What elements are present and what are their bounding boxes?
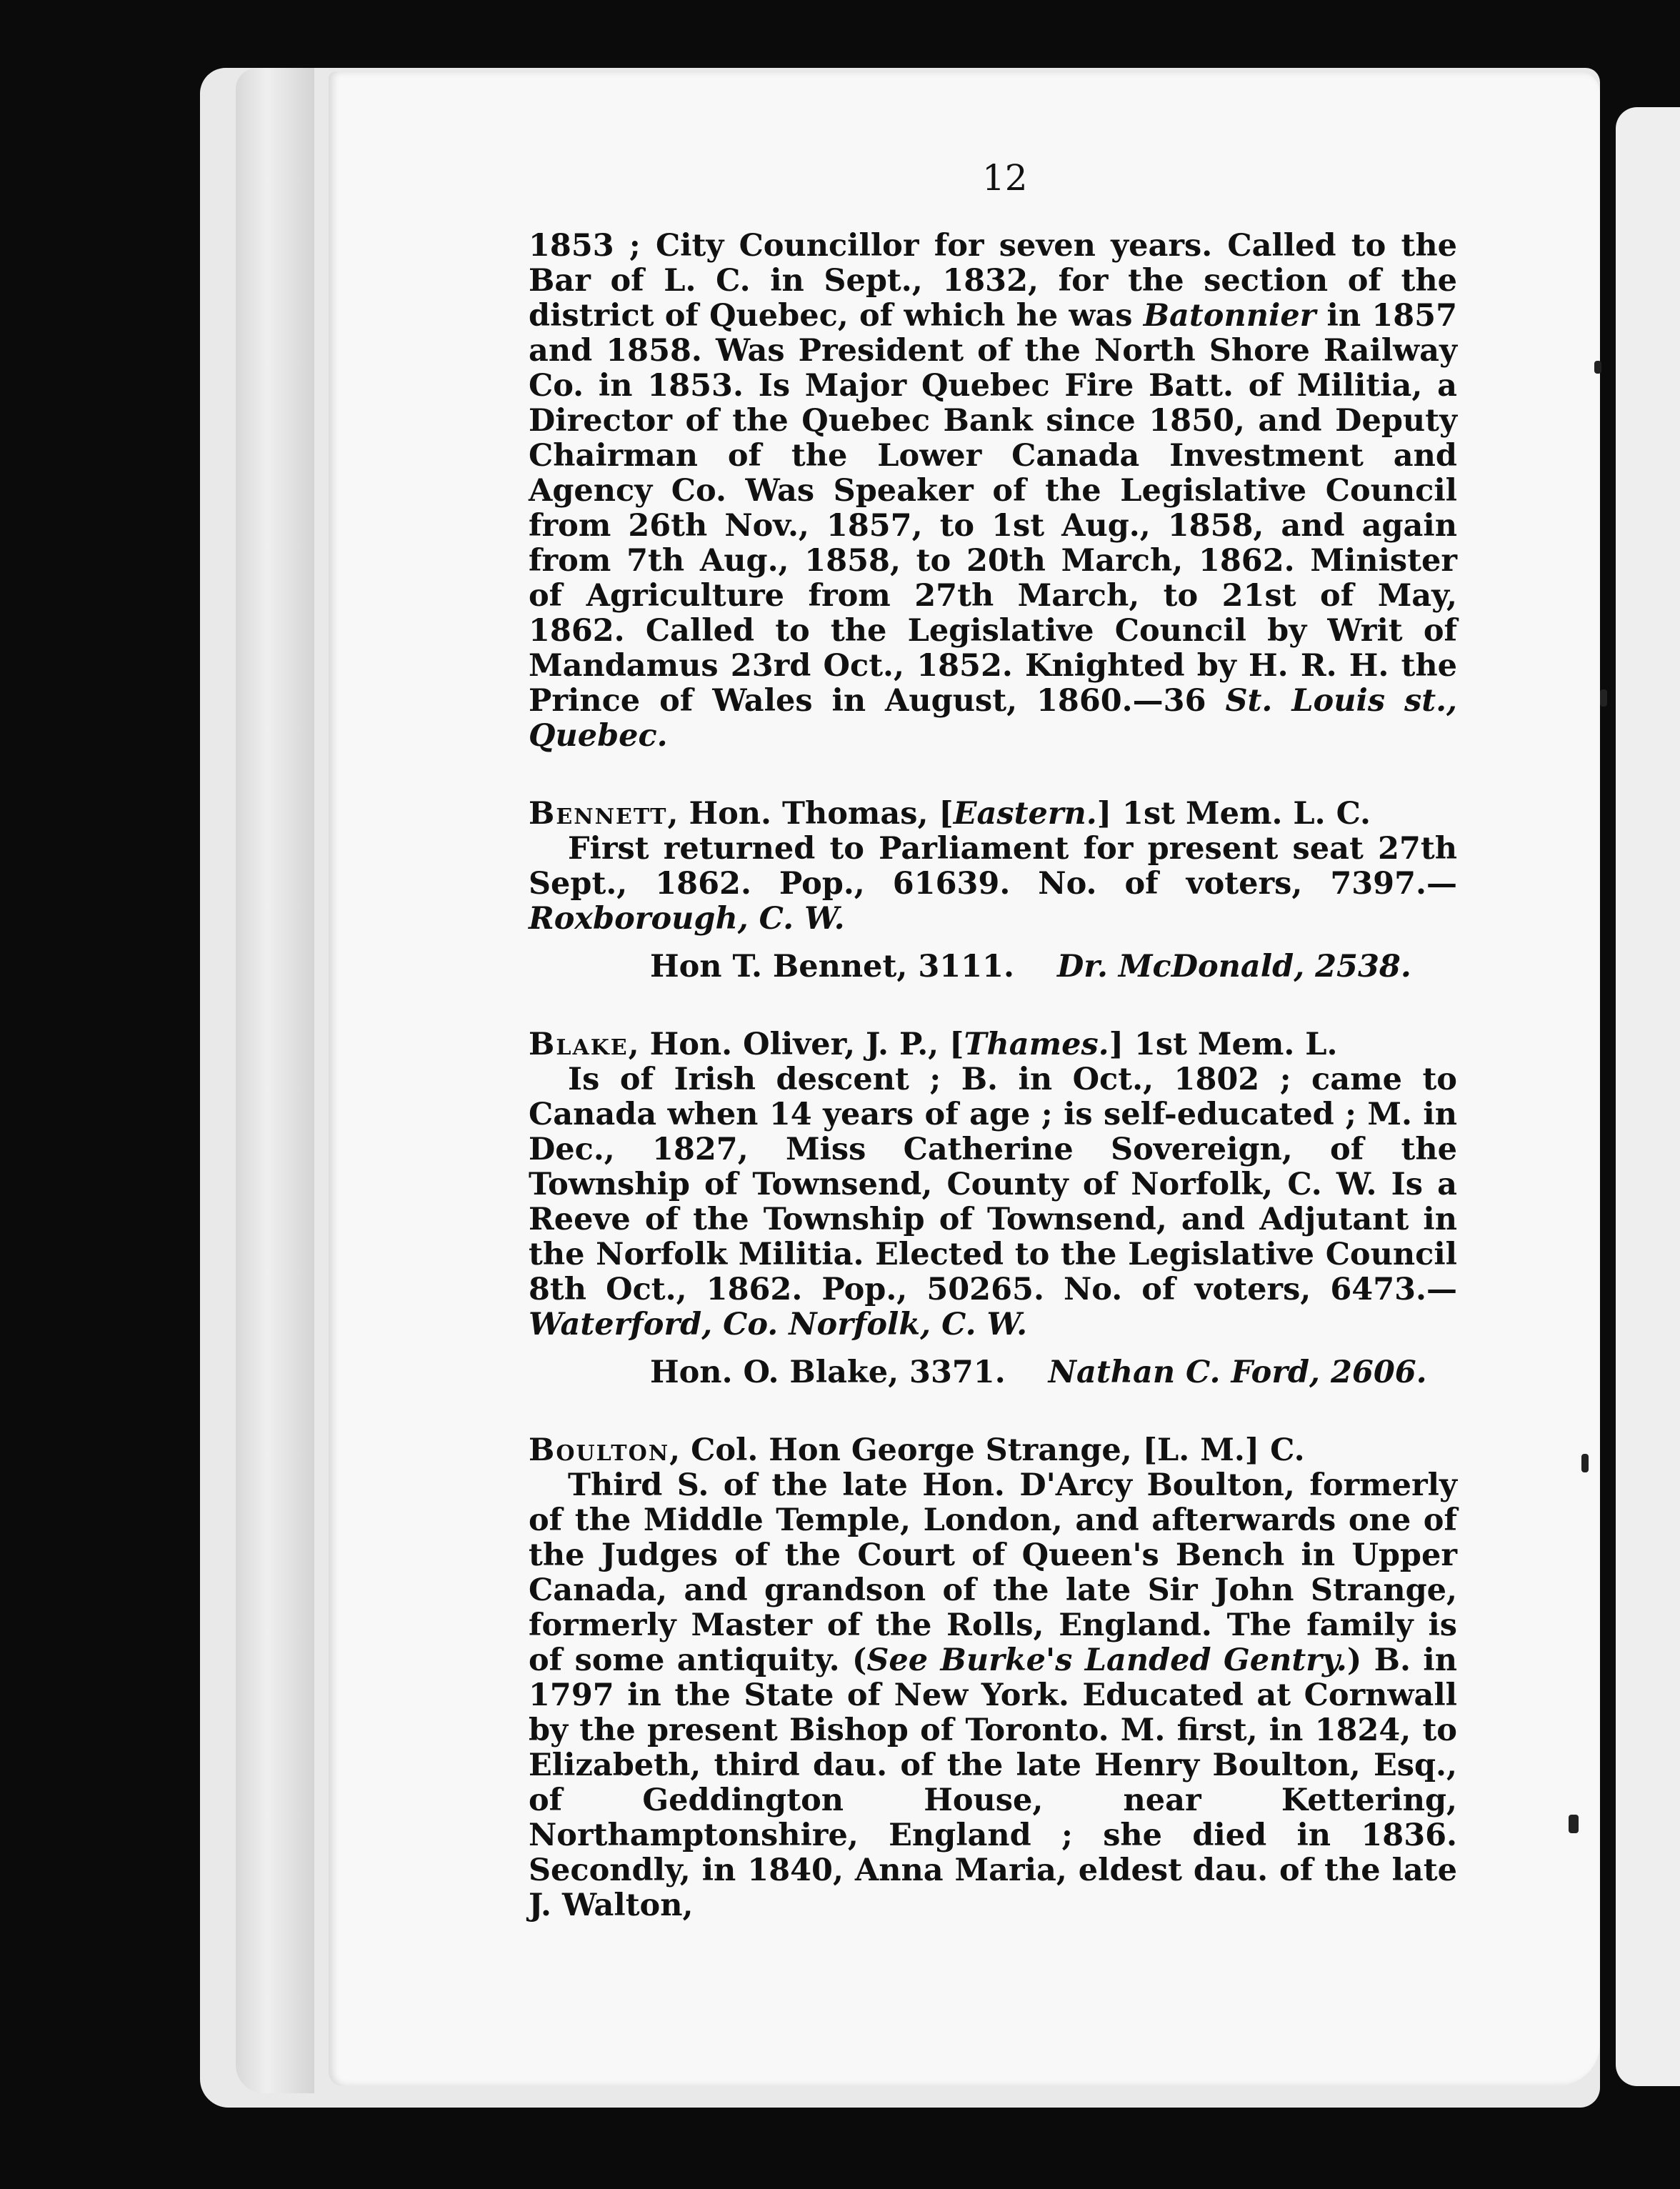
margin-mark — [1569, 1815, 1579, 1833]
vote-loser: Nathan C. Ford, 2606. — [1048, 1355, 1427, 1390]
continuation-paragraph: 1853 ; City Councillor for seven years. Called to the Bar of L. C. in Sept., 1832, for the section of the district of Quebec, of which he was Batonnier in 1857 and 1858. Was President of the North Shore Railway Co. in 1853. Is Major Quebec Fire Batt. of Militia, a Director of the Quebec Bank since 1850, and Deputy Chairman of the Lower Canada Investment and Agency Co. Was Speaker of the Legislative Council from 26th Nov., 1857, to 1st Aug., 1858, and again from 7th Aug., 1858, to 20th March, 1862. Minister of Agriculture from 27th March, to 21st of May, 1862. Called to the Legislative Council by Writ of Mandamus 23rd Oct., 1852. Knighted by H. R. H. the Prince of Wales in August, 1860.—36 St. Louis st., Quebec. — [529, 228, 1458, 754]
entry-heading-boulton: Boulton, Col. Hon George Strange, [L. M.] C. — [529, 1432, 1305, 1468]
page-number: 12 — [982, 157, 1028, 199]
margin-mark — [1581, 1454, 1589, 1472]
next-page-edge — [1616, 107, 1680, 2086]
vote-result-blake — [529, 1355, 1457, 1390]
entry-heading-bennett: Bennett, Hon. Thomas, [Eastern.] 1st Mem. L. C. — [529, 796, 1371, 832]
margin-mark — [1600, 689, 1607, 707]
entry-heading-blake: Blake, Hon. Oliver, J. P., [Thames.] 1st Mem. L. — [529, 1027, 1338, 1062]
entry-body-blake: Is of Irish descent ; B. in Oct., 1802 ; came to Canada when 14 years of age ; is self-educated ; M. in Dec., 1827, Miss Catherine Sovereign, of the Township of Townsend, County of Norfolk, C. W. Is a Reeve of the Township of Townsend, and Adjutant in the Norfolk Militia. Elected to the Legislative Council 8th Oct., 1862. Pop., 50265. No. of voters, 6473.—Waterford, Co. Norfolk, C. W. — [529, 1062, 1457, 1342]
entry-body-boulton: Third S. of the late Hon. D'Arcy Boulton, formerly of the Middle Temple, London, and afterwards one of the Judges of the Court of Queen's Bench in Upper Canada, and grandson of the late Sir John Strange, formerly Master of the Rolls, England. The family is of some antiquity. (See Burke's Landed Gentry.) B. in 1797 in the State of New York. Educated at Cornwall by the present Bishop of Toronto. M. first, in 1824, to Elizabeth, third dau. of the late Henry Boulton, Esq., of Geddington House, near Kettering, Northamptonshire, England ; she died in 1836. Secondly, in 1840, Anna Maria, eldest dau. of the late J. Walton, — [529, 1467, 1457, 1923]
page-edge — [236, 68, 314, 2093]
vote-loser: Dr. McDonald, 2538. — [1056, 949, 1411, 984]
vote-result-bennett — [529, 949, 1457, 984]
vote-winner: Hon. O. Blake, 3371. — [650, 1355, 1006, 1390]
page-text — [529, 229, 1457, 1923]
entry-body-bennett: First returned to Parliament for present seat 27th Sept., 1862. Pop., 61639. No. of voters, 7397.—Roxborough, C. W. — [529, 831, 1457, 937]
margin-mark — [1594, 361, 1601, 374]
vote-winner: Hon T. Bennet, 3111. — [650, 949, 1014, 984]
